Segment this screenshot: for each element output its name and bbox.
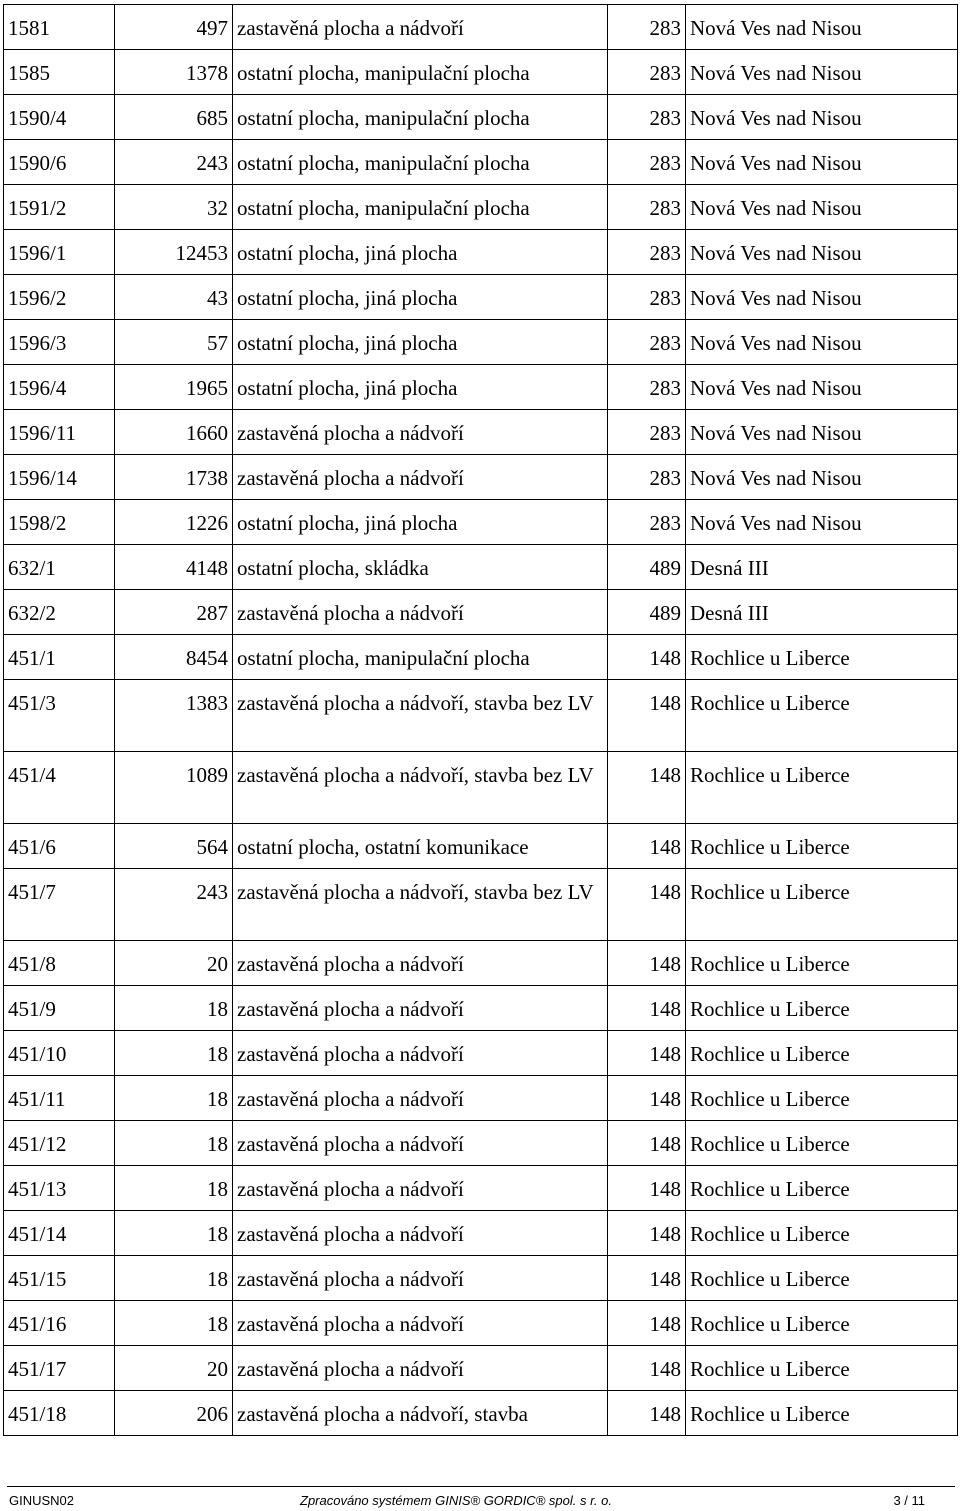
- cell-parcel-number: 451/15: [4, 1256, 115, 1301]
- parcel-table: [3, 4, 958, 1436]
- cell-territory-code: 148: [608, 752, 686, 824]
- cell-parcel-number: 632/2: [4, 590, 115, 635]
- cell-territory-code: 489: [608, 545, 686, 590]
- cell-parcel-number: 1585: [4, 50, 115, 95]
- cell-area: 1378: [115, 50, 233, 95]
- footer-report-code: GINUSN02: [9, 1493, 75, 1508]
- table-row: [4, 986, 958, 1031]
- table-row: [4, 1076, 958, 1121]
- cell-cadastral-territory: Rochlice u Liberce: [686, 752, 958, 824]
- cell-territory-code: 283: [608, 410, 686, 455]
- cell-area: 243: [115, 869, 233, 941]
- cell-cadastral-territory: Rochlice u Liberce: [686, 1391, 958, 1436]
- cell-land-use: ostatní plocha, jiná plocha: [233, 500, 608, 545]
- cell-territory-code: 148: [608, 1121, 686, 1166]
- cell-land-use: zastavěná plocha a nádvoří, stavba: [233, 1391, 608, 1436]
- table-row: [4, 941, 958, 986]
- cell-area: 685: [115, 95, 233, 140]
- cell-territory-code: 148: [608, 1346, 686, 1391]
- cell-area: 1089: [115, 752, 233, 824]
- cell-territory-code: 283: [608, 5, 686, 50]
- cell-cadastral-territory: Nová Ves nad Nisou: [686, 275, 958, 320]
- cell-cadastral-territory: Rochlice u Liberce: [686, 635, 958, 680]
- table-row: [4, 590, 958, 635]
- cell-area: 12453: [115, 230, 233, 275]
- cell-area: 18: [115, 986, 233, 1031]
- cell-parcel-number: 1596/2: [4, 275, 115, 320]
- cell-parcel-number: 451/14: [4, 1211, 115, 1256]
- cell-parcel-number: 1596/3: [4, 320, 115, 365]
- cell-land-use: zastavěná plocha a nádvoří: [233, 1166, 608, 1211]
- cell-parcel-number: 1590/4: [4, 95, 115, 140]
- cell-cadastral-territory: Rochlice u Liberce: [686, 1301, 958, 1346]
- cell-land-use: ostatní plocha, ostatní komunikace: [233, 824, 608, 869]
- cell-land-use: ostatní plocha, manipulační plocha: [233, 185, 608, 230]
- cell-area: 18: [115, 1121, 233, 1166]
- cell-cadastral-territory: Nová Ves nad Nisou: [686, 410, 958, 455]
- cell-parcel-number: 632/1: [4, 545, 115, 590]
- table-row: [4, 680, 958, 752]
- cell-area: 32: [115, 185, 233, 230]
- cell-cadastral-territory: Rochlice u Liberce: [686, 1031, 958, 1076]
- cell-parcel-number: 451/4: [4, 752, 115, 824]
- cell-cadastral-territory: Rochlice u Liberce: [686, 1121, 958, 1166]
- cell-parcel-number: 451/17: [4, 1346, 115, 1391]
- cell-parcel-number: 451/12: [4, 1121, 115, 1166]
- cell-area: 20: [115, 1346, 233, 1391]
- cell-land-use: ostatní plocha, manipulační plocha: [233, 635, 608, 680]
- cell-land-use: zastavěná plocha a nádvoří: [233, 1256, 608, 1301]
- cell-cadastral-territory: Nová Ves nad Nisou: [686, 365, 958, 410]
- table-row: [4, 869, 958, 941]
- table-row: [4, 1301, 958, 1346]
- cell-territory-code: 148: [608, 941, 686, 986]
- cell-territory-code: 283: [608, 140, 686, 185]
- cell-area: 18: [115, 1211, 233, 1256]
- cell-territory-code: 148: [608, 986, 686, 1031]
- cell-cadastral-territory: Rochlice u Liberce: [686, 986, 958, 1031]
- table-row: [4, 1256, 958, 1301]
- cell-territory-code: 148: [608, 635, 686, 680]
- table-row: [4, 5, 958, 50]
- table-row: [4, 1391, 958, 1436]
- cell-cadastral-territory: Rochlice u Liberce: [686, 1076, 958, 1121]
- cell-area: 206: [115, 1391, 233, 1436]
- cell-land-use: zastavěná plocha a nádvoří: [233, 1076, 608, 1121]
- cell-territory-code: 148: [608, 1391, 686, 1436]
- cell-territory-code: 148: [608, 1301, 686, 1346]
- table-row: [4, 365, 958, 410]
- cell-cadastral-territory: Rochlice u Liberce: [686, 1211, 958, 1256]
- cell-parcel-number: 451/1: [4, 635, 115, 680]
- cell-area: 18: [115, 1301, 233, 1346]
- cell-cadastral-territory: Rochlice u Liberce: [686, 680, 958, 752]
- cell-parcel-number: 1581: [4, 5, 115, 50]
- cell-cadastral-territory: Nová Ves nad Nisou: [686, 140, 958, 185]
- cell-cadastral-territory: Rochlice u Liberce: [686, 1166, 958, 1211]
- cell-land-use: zastavěná plocha a nádvoří: [233, 941, 608, 986]
- cell-parcel-number: 1596/14: [4, 455, 115, 500]
- cell-area: 497: [115, 5, 233, 50]
- cell-parcel-number: 1591/2: [4, 185, 115, 230]
- cell-area: 18: [115, 1076, 233, 1121]
- cell-parcel-number: 451/11: [4, 1076, 115, 1121]
- cell-territory-code: 148: [608, 824, 686, 869]
- cell-parcel-number: 451/16: [4, 1301, 115, 1346]
- table-row: [4, 140, 958, 185]
- cell-land-use: ostatní plocha, jiná plocha: [233, 230, 608, 275]
- cell-territory-code: 148: [608, 869, 686, 941]
- table-row: [4, 320, 958, 365]
- table-row: [4, 1121, 958, 1166]
- table-row: [4, 410, 958, 455]
- cell-area: 1226: [115, 500, 233, 545]
- parcel-table-body: [4, 5, 958, 1436]
- cell-territory-code: 148: [608, 1211, 686, 1256]
- cell-land-use: ostatní plocha, jiná plocha: [233, 275, 608, 320]
- cell-land-use: ostatní plocha, manipulační plocha: [233, 50, 608, 95]
- cell-land-use: zastavěná plocha a nádvoří: [233, 455, 608, 500]
- cell-land-use: zastavěná plocha a nádvoří, stavba bez LV: [233, 752, 608, 824]
- cell-parcel-number: 451/9: [4, 986, 115, 1031]
- cell-area: 43: [115, 275, 233, 320]
- table-row: [4, 1346, 958, 1391]
- table-row: [4, 50, 958, 95]
- table-row: [4, 635, 958, 680]
- cell-territory-code: 148: [608, 680, 686, 752]
- cell-cadastral-territory: Nová Ves nad Nisou: [686, 500, 958, 545]
- cell-cadastral-territory: Rochlice u Liberce: [686, 869, 958, 941]
- cell-territory-code: 283: [608, 230, 686, 275]
- cell-cadastral-territory: Nová Ves nad Nisou: [686, 50, 958, 95]
- table-row: [4, 185, 958, 230]
- cell-territory-code: 148: [608, 1166, 686, 1211]
- cell-land-use: ostatní plocha, manipulační plocha: [233, 140, 608, 185]
- cell-land-use: zastavěná plocha a nádvoří: [233, 1346, 608, 1391]
- cell-cadastral-territory: Nová Ves nad Nisou: [686, 230, 958, 275]
- cell-cadastral-territory: Nová Ves nad Nisou: [686, 455, 958, 500]
- cell-land-use: ostatní plocha, manipulační plocha: [233, 95, 608, 140]
- page-footer: [7, 1486, 955, 1511]
- cell-land-use: zastavěná plocha a nádvoří: [233, 1211, 608, 1256]
- cell-territory-code: 283: [608, 50, 686, 95]
- cell-area: 287: [115, 590, 233, 635]
- cell-land-use: zastavěná plocha a nádvoří: [233, 1301, 608, 1346]
- cell-parcel-number: 451/6: [4, 824, 115, 869]
- cell-land-use: zastavěná plocha a nádvoří: [233, 986, 608, 1031]
- cell-land-use: zastavěná plocha a nádvoří: [233, 410, 608, 455]
- cell-cadastral-territory: Rochlice u Liberce: [686, 824, 958, 869]
- table-row: [4, 455, 958, 500]
- table-row: [4, 824, 958, 869]
- cell-parcel-number: 451/18: [4, 1391, 115, 1436]
- cell-parcel-number: 451/8: [4, 941, 115, 986]
- cell-land-use: ostatní plocha, jiná plocha: [233, 365, 608, 410]
- cell-land-use: zastavěná plocha a nádvoří: [233, 5, 608, 50]
- cell-cadastral-territory: Nová Ves nad Nisou: [686, 95, 958, 140]
- cell-territory-code: 283: [608, 500, 686, 545]
- cell-land-use: zastavěná plocha a nádvoří: [233, 590, 608, 635]
- cell-parcel-number: 1596/1: [4, 230, 115, 275]
- cell-land-use: zastavěná plocha a nádvoří: [233, 1031, 608, 1076]
- cell-area: 20: [115, 941, 233, 986]
- cell-cadastral-territory: Nová Ves nad Nisou: [686, 320, 958, 365]
- footer-page-number: 3 / 11: [893, 1493, 925, 1508]
- table-row: [4, 752, 958, 824]
- cell-land-use: ostatní plocha, skládka: [233, 545, 608, 590]
- cell-area: 1383: [115, 680, 233, 752]
- cell-parcel-number: 1598/2: [4, 500, 115, 545]
- cell-parcel-number: 451/10: [4, 1031, 115, 1076]
- cell-cadastral-territory: Nová Ves nad Nisou: [686, 185, 958, 230]
- cell-land-use: zastavěná plocha a nádvoří, stavba bez LV: [233, 869, 608, 941]
- table-row: [4, 95, 958, 140]
- cell-area: 8454: [115, 635, 233, 680]
- cell-territory-code: 283: [608, 95, 686, 140]
- cell-territory-code: 283: [608, 365, 686, 410]
- cell-cadastral-territory: Rochlice u Liberce: [686, 1346, 958, 1391]
- cell-area: 18: [115, 1166, 233, 1211]
- cell-area: 57: [115, 320, 233, 365]
- cell-territory-code: 283: [608, 455, 686, 500]
- cell-area: 1965: [115, 365, 233, 410]
- cell-area: 4148: [115, 545, 233, 590]
- cell-area: 18: [115, 1256, 233, 1301]
- cell-cadastral-territory: Rochlice u Liberce: [686, 1256, 958, 1301]
- table-row: [4, 545, 958, 590]
- cell-territory-code: 283: [608, 185, 686, 230]
- cell-parcel-number: 451/13: [4, 1166, 115, 1211]
- cell-parcel-number: 1596/4: [4, 365, 115, 410]
- footer-system-note: Zpracováno systémem GINIS® GORDIC® spol. s r. o.: [300, 1493, 612, 1508]
- cell-territory-code: 489: [608, 590, 686, 635]
- table-row: [4, 1211, 958, 1256]
- cell-cadastral-territory: Nová Ves nad Nisou: [686, 5, 958, 50]
- cell-territory-code: 148: [608, 1031, 686, 1076]
- cell-area: 564: [115, 824, 233, 869]
- table-row: [4, 1166, 958, 1211]
- cell-land-use: ostatní plocha, jiná plocha: [233, 320, 608, 365]
- cell-area: 1738: [115, 455, 233, 500]
- cell-territory-code: 148: [608, 1076, 686, 1121]
- cell-land-use: zastavěná plocha a nádvoří: [233, 1121, 608, 1166]
- cell-parcel-number: 1596/11: [4, 410, 115, 455]
- cell-area: 18: [115, 1031, 233, 1076]
- cell-territory-code: 148: [608, 1256, 686, 1301]
- cell-area: 243: [115, 140, 233, 185]
- table-row: [4, 500, 958, 545]
- cell-area: 1660: [115, 410, 233, 455]
- cell-parcel-number: 1590/6: [4, 140, 115, 185]
- cell-cadastral-territory: Rochlice u Liberce: [686, 941, 958, 986]
- cell-territory-code: 283: [608, 275, 686, 320]
- table-row: [4, 1031, 958, 1076]
- table-row: [4, 275, 958, 320]
- cell-land-use: zastavěná plocha a nádvoří, stavba bez LV: [233, 680, 608, 752]
- table-row: [4, 230, 958, 275]
- cell-parcel-number: 451/3: [4, 680, 115, 752]
- cell-territory-code: 283: [608, 320, 686, 365]
- cell-cadastral-territory: Desná III: [686, 590, 958, 635]
- cell-parcel-number: 451/7: [4, 869, 115, 941]
- cell-cadastral-territory: Desná III: [686, 545, 958, 590]
